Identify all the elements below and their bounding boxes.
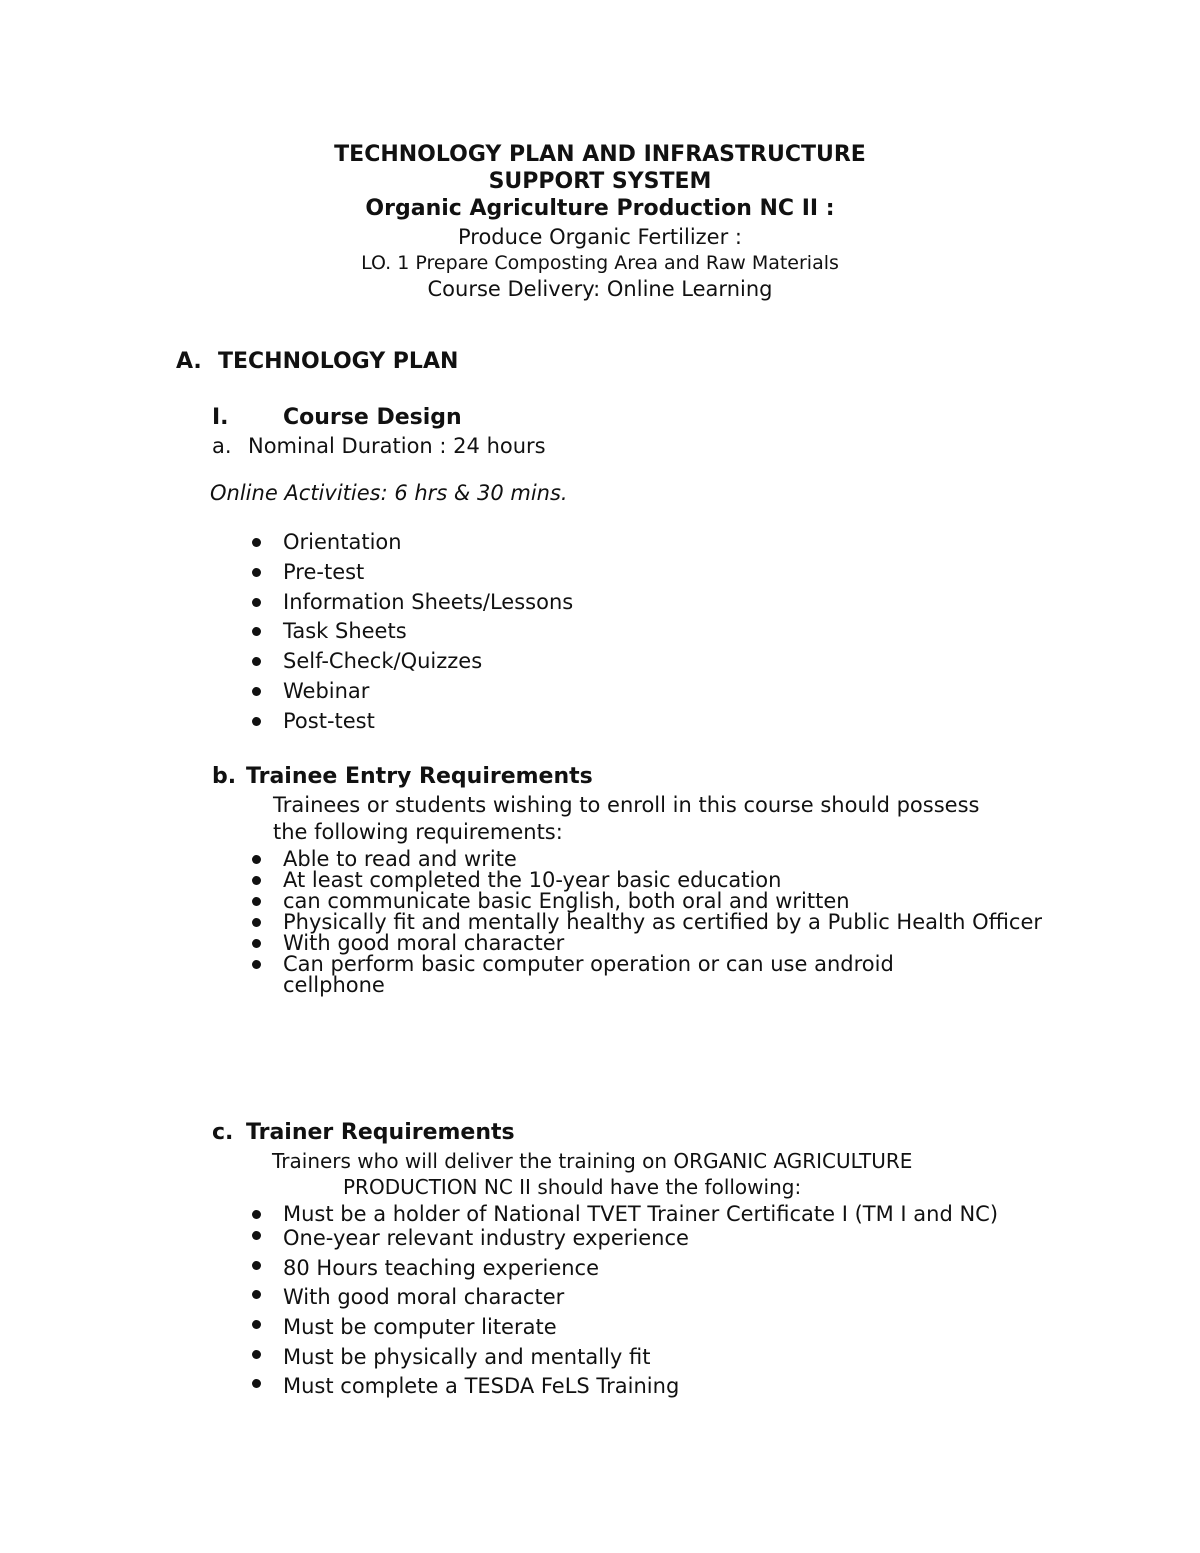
trainee-intro-line2: the following requirements: [273, 820, 563, 844]
list-item: Orientation [209, 532, 909, 562]
list-item: With good moral character [209, 933, 1089, 954]
section-a-letter: A. [176, 349, 202, 374]
doc-title-line1: TECHNOLOGY PLAN AND INFRASTRUCTURE [334, 142, 866, 167]
course-delivery: Course Delivery: Online Learning [427, 277, 773, 301]
activities-list [209, 532, 909, 741]
list-item: Task Sheets [209, 621, 909, 651]
list-item: can communicate basic English, both oral and written [209, 891, 1089, 912]
bullet-icon [252, 627, 261, 636]
trainee-requirements-list [209, 849, 1089, 996]
list-item: At least completed the 10-year basic education [209, 870, 1089, 891]
list-item: Pre-test [209, 562, 909, 592]
list-item: Post-test [209, 711, 909, 741]
list-item: Must be physically and mentally fit [209, 1344, 1089, 1374]
online-activities-label: Online Activities: 6 hrs & 30 mins. [210, 481, 568, 505]
learning-outcome: LO. 1 Prepare Composting Area and Raw Materials [361, 252, 839, 274]
list-item: 80 Hours teaching experience [209, 1255, 1089, 1285]
trainee-section-title: Trainee Entry Requirements [246, 764, 593, 789]
section-a-title: TECHNOLOGY PLAN [218, 349, 459, 374]
trainer-section-letter: c. [212, 1120, 234, 1145]
list-item: Information Sheets/Lessons [209, 592, 909, 622]
bullet-icon [252, 918, 261, 927]
bullet-icon [252, 1350, 261, 1359]
list-item: Physically fit and mentally healthy as certified by a Public Health Officer [209, 912, 1063, 933]
duration-letter: a. [212, 434, 232, 458]
bullet-icon [252, 1320, 261, 1329]
trainee-intro-line1: Trainees or students wishing to enroll in this course should possess [273, 793, 980, 817]
trainee-section-letter: b. [212, 764, 237, 789]
trainer-intro-line2: PRODUCTION NC II should have the following: [343, 1175, 802, 1199]
bullet-icon [252, 538, 261, 547]
course-design-title: Course Design [283, 405, 462, 430]
bullet-icon [252, 657, 261, 666]
list-item: Must complete a TESDA FeLS Training [209, 1373, 1089, 1403]
bullet-icon [252, 939, 261, 948]
bullet-icon [252, 1210, 261, 1219]
trainer-requirements-list [209, 1204, 1089, 1403]
list-item: With good moral character [209, 1284, 1089, 1314]
list-item: Able to read and write [209, 849, 1089, 870]
trainer-section-title: Trainer Requirements [246, 1120, 515, 1145]
bullet-icon [252, 876, 261, 885]
list-item: Webinar [209, 681, 909, 711]
bullet-icon [252, 687, 261, 696]
bullet-icon [252, 598, 261, 607]
trainer-intro-line1: Trainers who will deliver the training on ORGANIC AGRICULTURE [272, 1149, 913, 1173]
list-item: Can perform basic computer operation or can use android cellphone [209, 954, 983, 996]
doc-title-line2: SUPPORT SYSTEM [488, 169, 712, 194]
unit-title: Produce Organic Fertilizer : [457, 225, 742, 249]
bullet-icon [252, 1261, 261, 1270]
bullet-icon [252, 1231, 261, 1240]
list-item: Must be a holder of National TVET Trainer Certificate I (TM I and NC) [209, 1204, 1063, 1225]
nominal-duration: Nominal Duration : 24 hours [248, 434, 546, 458]
bullet-icon [252, 897, 261, 906]
list-item: Must be computer literate [209, 1314, 1089, 1344]
bullet-icon [252, 568, 261, 577]
bullet-icon [252, 960, 261, 969]
course-design-numeral: I. [212, 405, 229, 430]
bullet-icon [252, 1379, 261, 1388]
list-item: One-year relevant industry experience [209, 1225, 1089, 1255]
bullet-icon [252, 1290, 261, 1299]
bullet-icon [252, 717, 261, 726]
list-item: Self-Check/Quizzes [209, 651, 909, 681]
bullet-icon [252, 855, 261, 864]
qualification-title: Organic Agriculture Production NC II : [365, 196, 835, 221]
